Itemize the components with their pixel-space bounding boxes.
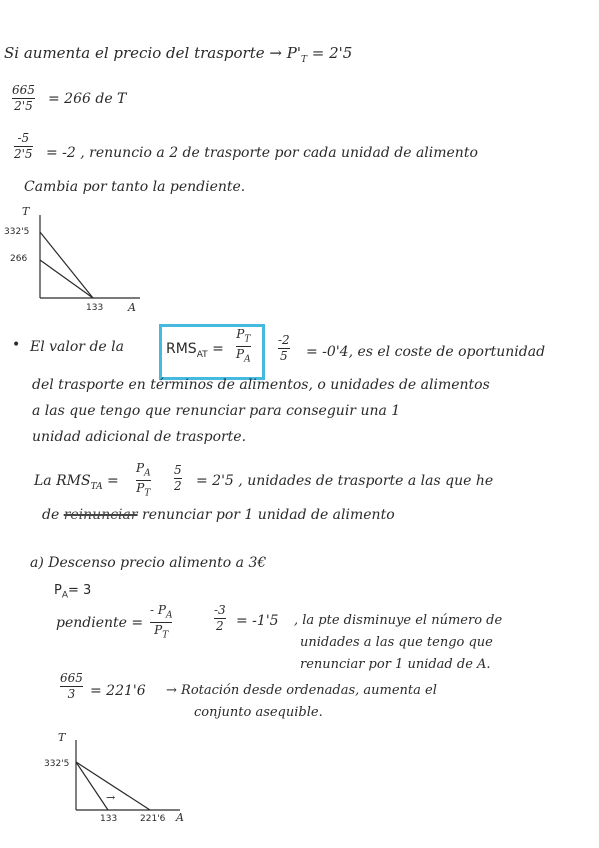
rms1-prefix: El valor de la: [30, 339, 124, 355]
p-letter: P: [236, 346, 245, 361]
eq1-result: = 266 de T: [48, 91, 127, 107]
p-letter: P: [136, 480, 145, 495]
eq3-result: = 221'6: [90, 683, 146, 699]
equals: =: [212, 341, 224, 357]
equals: =: [107, 473, 119, 489]
note-line2: unidades a las que tengo que: [300, 635, 493, 650]
graph1-x-tick-1: 133: [86, 303, 104, 313]
p-letter: P: [154, 622, 163, 637]
pendiente-result: = -1'5: [236, 613, 279, 629]
fraction-denominator: 5: [280, 348, 288, 363]
fraction-5-over-2: [174, 464, 182, 492]
graph2-line-old: [76, 762, 108, 810]
fraction-denominator: 2: [174, 478, 182, 493]
rotation-line2: conjunto asequible.: [194, 705, 323, 720]
graph2-ylabel: T: [58, 731, 66, 744]
fraction-numerator: -2: [278, 333, 290, 347]
rms2-line2: [42, 508, 395, 522]
fraction-665-over-3: [60, 672, 83, 700]
rms-sub: AT: [196, 349, 208, 360]
graph2-x-tick-2: 221'6: [140, 814, 166, 824]
cambia-line: Cambia por tanto la pendiente.: [24, 179, 246, 195]
rms2-line2-post: renunciar por 1 unidad de alimento: [142, 507, 395, 523]
note-line3: renunciar por 1 unidad de A.: [300, 657, 491, 672]
p-letter: - P: [150, 603, 166, 617]
rms2-sub: TA: [90, 481, 103, 492]
graph2-y-tick-1: 332'5: [44, 759, 70, 769]
graph1-xlabel: A: [128, 301, 136, 314]
fraction-denominator: 2'5: [14, 146, 33, 161]
rms2-prefix: La RMS: [34, 473, 91, 489]
p-sub: T: [244, 334, 251, 345]
crossed-out-word: reinunciar: [63, 507, 138, 523]
rms2-prefix-line: [34, 474, 119, 492]
graph2-axes: [76, 740, 180, 810]
fraction-numerator: -3: [214, 603, 226, 617]
bullet-point: •: [12, 337, 21, 353]
fraction-numerator: 665: [60, 671, 83, 685]
fraction-neg3-over-2: [214, 604, 226, 632]
rms1-line2: del trasporte en términos de alimentos, o unidades de alimentos: [32, 377, 490, 393]
p-sub: T: [144, 488, 151, 499]
p-sub: T: [162, 630, 169, 641]
rms1-line4: unidad adicional de trasporte.: [32, 429, 247, 445]
graph1-axes: [40, 215, 140, 298]
p-sub: A: [244, 354, 251, 365]
part-a-title: a) Descenso precio alimento a 3€: [30, 555, 267, 571]
rms1-line3: a las que tengo que renunciar para conseguir una 1: [32, 403, 401, 419]
pendiente-label: pendiente =: [56, 615, 144, 631]
p-sub: A: [61, 590, 69, 601]
p-sub: A: [144, 468, 151, 479]
rms-at-label: [166, 342, 224, 360]
rotation-line1: → Rotación desde ordenadas, aumenta el: [166, 683, 437, 698]
shift-arrow-icon: →: [106, 791, 116, 804]
fraction-pt-over-pa: [236, 328, 251, 365]
graph2-x-tick-1: 133: [100, 814, 118, 824]
fraction-denominator: 3: [67, 686, 76, 701]
eq2-result: = -2 , renuncio a 2 de trasporte por cada unidad de alimento: [46, 145, 478, 161]
graph1-ylabel: T: [22, 205, 30, 218]
pa-eq: = 3: [68, 583, 92, 598]
graph2-xlabel: A: [176, 811, 184, 824]
graph1-y-tick-1: 332'5: [4, 227, 30, 237]
heading-text: Si aumenta el precio del trasporte → P': [4, 44, 301, 62]
p-letter: P: [136, 461, 145, 475]
fraction-neg-pa-over-pt: [150, 604, 172, 641]
heading-sub: T: [300, 55, 307, 65]
rms2-line2-pre: de: [42, 507, 60, 523]
heading-value: = 2'5: [306, 44, 353, 62]
fraction-pa-over-pt: [136, 462, 151, 499]
rms-label: RMS: [166, 341, 197, 357]
pa-value: [54, 584, 91, 601]
rms1-suffix: = -0'4, es el coste de oportunidad: [306, 344, 546, 360]
p-sub: A: [165, 610, 173, 621]
fraction-numerator: 665: [12, 83, 35, 97]
fraction-denominator: 2: [216, 618, 224, 633]
rms2-suffix: = 2'5 , unidades de trasporte a las que he: [196, 473, 494, 489]
p-letter: P: [236, 327, 245, 341]
fraction-numerator: -5: [17, 131, 30, 145]
graph1-y-tick-2: 266: [10, 254, 28, 264]
p-letter: P: [54, 583, 62, 598]
fraction-neg2-over-5: [278, 334, 290, 362]
fraction-denominator: 2'5: [14, 98, 33, 113]
fraction-numerator: 5: [174, 463, 182, 477]
note-line1: , la pte disminuye el número de: [294, 613, 503, 628]
